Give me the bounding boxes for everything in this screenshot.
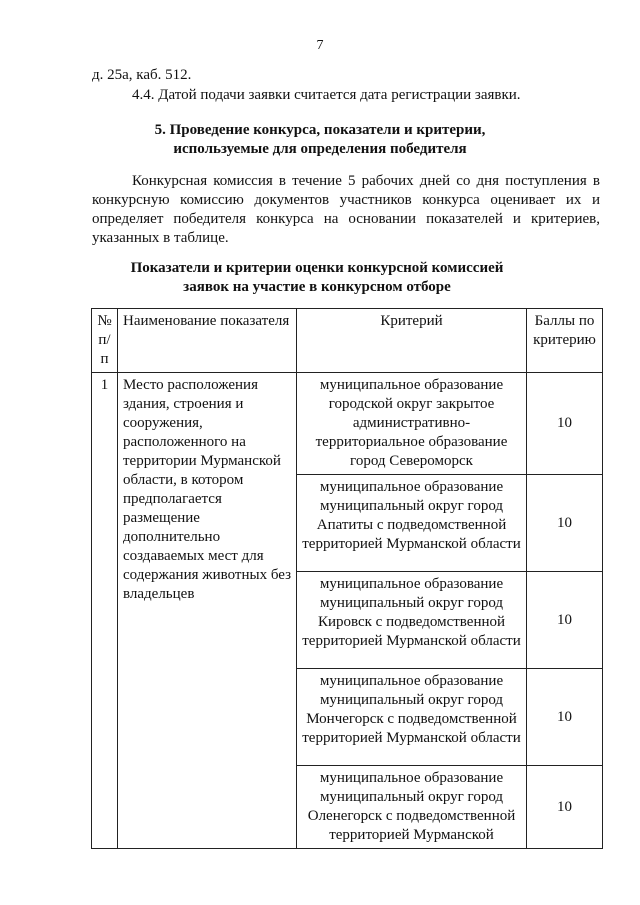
criterion-cell: муниципальное образование муниципальный округ город Оленегорск с подведомственной территорией Мурманской xyxy=(297,766,527,849)
criteria-table xyxy=(91,308,603,849)
item-4-4: 4.4. Датой подачи заявки считается дата регистрации заявки. xyxy=(132,87,521,103)
page-number: 7 xyxy=(316,38,324,53)
section-heading-line-2: используемые для определения победителя xyxy=(173,141,467,157)
score-cell: 10 xyxy=(527,373,603,475)
header-score: Баллы по критерию xyxy=(527,309,603,373)
score-cell: 10 xyxy=(527,572,603,669)
table-row xyxy=(92,373,603,475)
paragraph-line-2: конкурсную комиссию документов участников конкурса оценивает их и xyxy=(92,192,600,208)
section-heading-line-1: 5. Проведение конкурса, показатели и критерии, xyxy=(154,122,486,138)
criterion-cell: муниципальное образование муниципальный округ город Апатиты с подведомственной территорией Мурманской области xyxy=(297,475,527,572)
continuation-line: д. 25а, каб. 512. xyxy=(92,67,192,83)
row-num: 1 xyxy=(92,373,118,849)
table-title-line-1: Показатели и критерии оценки конкурсной комиссией xyxy=(130,260,504,276)
table-header-row xyxy=(92,309,603,373)
criterion-cell: муниципальное образование муниципальный округ город Мончегорск с подведомственной территорией Мурманской области xyxy=(297,669,527,766)
table-title-line-2: заявок на участие в конкурсном отборе xyxy=(183,279,451,295)
header-criterion: Критерий xyxy=(297,309,527,373)
header-name: Наименование показателя xyxy=(118,309,297,373)
paragraph-line-1: Конкурсная комиссия в течение 5 рабочих дней со дня поступления в xyxy=(132,173,600,189)
paragraph-line-4: указанных в таблице. xyxy=(92,230,229,246)
header-num: № п/п xyxy=(92,309,118,373)
criterion-cell: муниципальное образование муниципальный округ город Кировск с подведомственной территорией Мурманской области xyxy=(297,572,527,669)
score-cell: 10 xyxy=(527,669,603,766)
criterion-cell: муниципальное образование городской округ закрытое административно-территориальное образование город Североморск xyxy=(297,373,527,475)
score-cell: 10 xyxy=(527,475,603,572)
paragraph-line-3: определяет победителя конкурса на основании показателей и критериев, xyxy=(92,211,600,227)
indicator-name: Место расположения здания, строения и сооружения, расположенного на территории Мурманской области, в котором предполагается размещение дополнительно создаваемых мест для содержания животных без владельцев xyxy=(118,373,297,849)
score-cell: 10 xyxy=(527,766,603,849)
